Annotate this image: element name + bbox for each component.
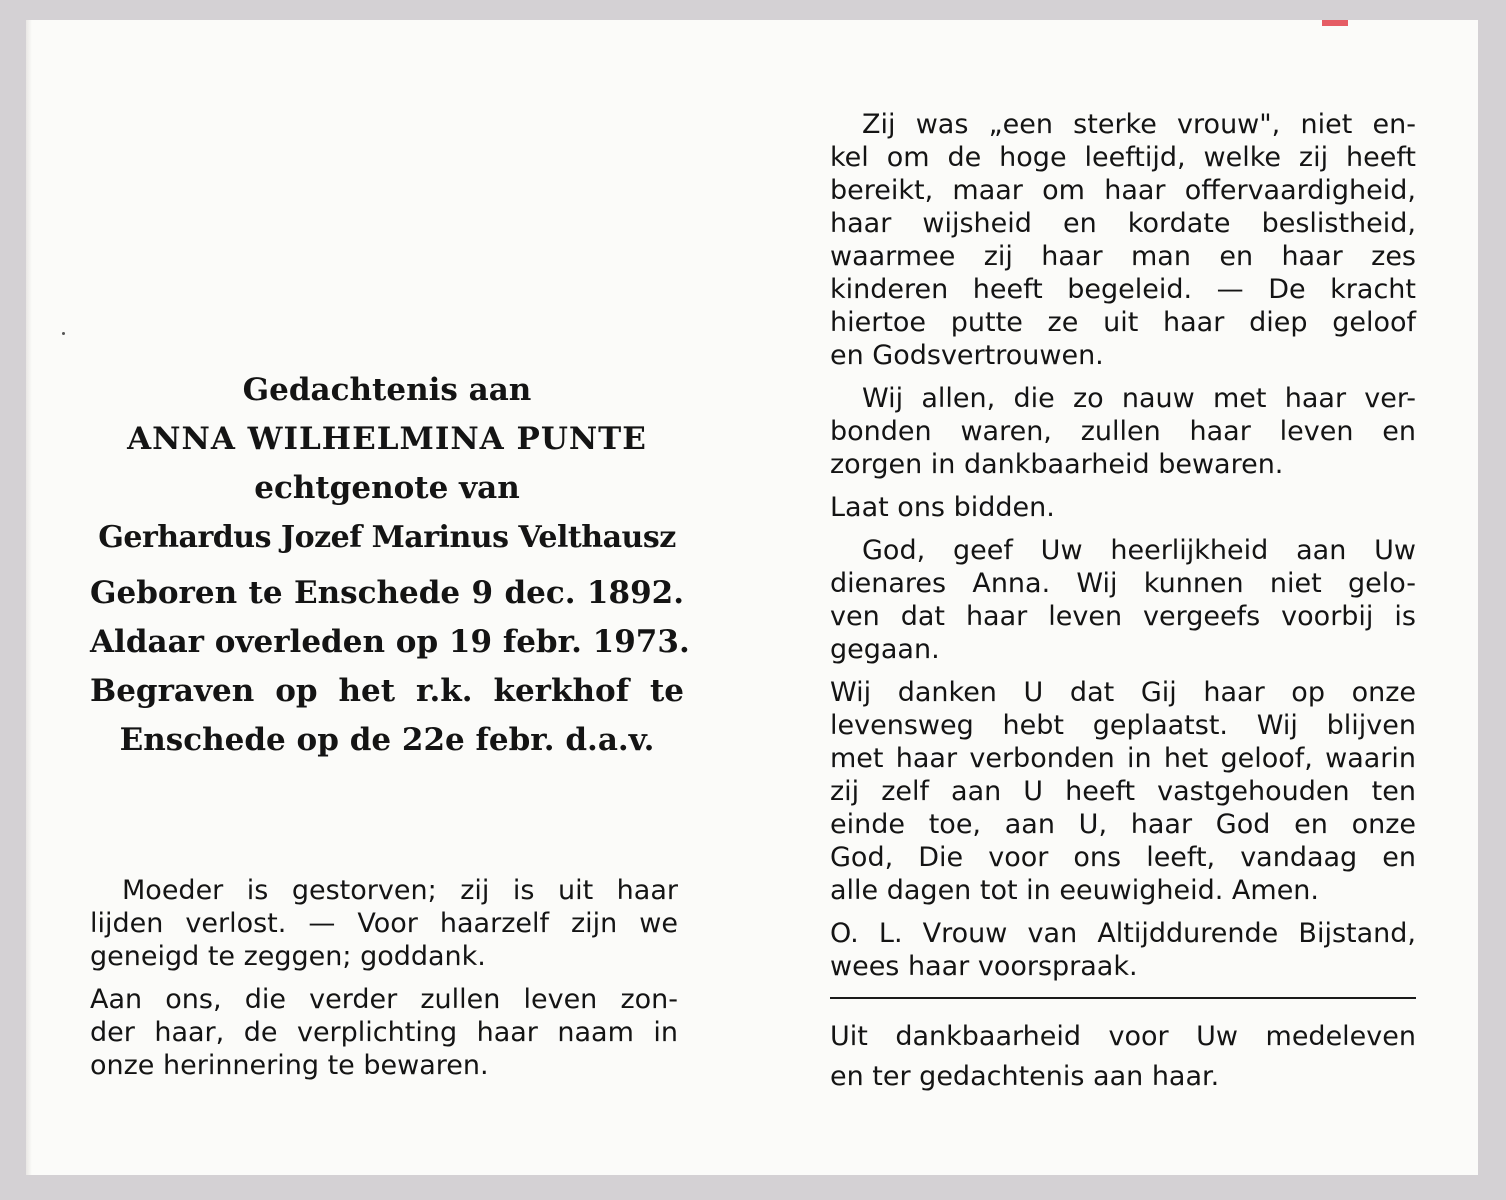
card-edge-shadow	[26, 20, 32, 1175]
text-line: Uit dankbaarheid voor Uw medeleven	[830, 1021, 1416, 1052]
text-line: zorgen in dankbaarheid bewaren.	[830, 449, 1284, 480]
memorial-heading	[90, 366, 690, 765]
text-line: God, Die voor ons leeft, vandaag en	[830, 842, 1416, 873]
text-line: Wij allen, die zo nauw met haar ver-	[862, 383, 1416, 414]
left-paragraph	[90, 983, 678, 1082]
birth-line: Geboren te Enschede 9 dec. 1892.	[90, 575, 684, 611]
text-line: bereikt, maar om haar offervaardigheid,	[830, 175, 1416, 206]
text-line: Moeder is gestorven; zij is uit haar	[122, 875, 678, 906]
closing-paragraph	[830, 1017, 1416, 1097]
death-line: Aldaar overleden op 19 febr. 1973.	[90, 624, 690, 660]
burial-line-2: Enschede op de 22e febr. d.a.v.	[119, 722, 655, 758]
right-paragraph	[830, 917, 1416, 983]
text-line: kinderen heeft begeleid. — De kracht	[830, 274, 1416, 305]
text-line: gegaan.	[830, 634, 940, 665]
text-line: God, geef Uw heerlijkheid aan Uw	[862, 535, 1416, 566]
deceased-name: ANNA WILHELMINA PUNTE	[127, 421, 647, 457]
text-line: Aan ons, die verder zullen leven zon-	[90, 984, 678, 1015]
text-line: wees haar voorspraak.	[830, 951, 1138, 982]
right-text-block	[830, 108, 1416, 1107]
text-line: dienares Anna. Wij kunnen niet gelo-	[830, 568, 1416, 599]
text-line: lijden verlost. — Voor haarzelf zijn we	[90, 908, 678, 939]
right-paragraph	[830, 676, 1416, 907]
right-paragraph	[830, 108, 1416, 372]
text-line: geneigd te zeggen; goddank.	[90, 941, 486, 972]
text-line: Wij danken U dat Gij haar op onze	[830, 677, 1416, 708]
burial-line-1: Begraven op het r.k. kerkhof te	[90, 673, 684, 709]
text-line: der haar, de verplichting haar naam in	[90, 1017, 678, 1048]
right-paragraph	[830, 491, 1416, 524]
text-line: Zij was „een sterke vrouw", niet en-	[862, 109, 1416, 140]
text-line: waarmee zij haar man en haar zes	[830, 241, 1416, 272]
right-paragraph	[830, 382, 1416, 481]
text-line: hiertoe putte ze uit haar diep geloof	[830, 307, 1416, 338]
text-line: ven dat haar leven vergeefs voorbij is	[830, 601, 1416, 632]
text-line: alle dagen tot in eeuwigheid. Amen.	[830, 875, 1320, 906]
text-line: en Godsvertrouwen.	[830, 340, 1104, 371]
text-line: zij zelf aan U heeft vastgehouden ten	[830, 776, 1416, 807]
red-ink-mark	[1322, 20, 1348, 26]
text-line: en ter gedachtenis aan haar.	[830, 1061, 1220, 1092]
text-line: levensweg hebt geplaatst. Wij blijven	[830, 710, 1416, 741]
relation-line: echtgenote van	[254, 470, 520, 506]
left-paragraph	[90, 874, 678, 973]
text-line: onze herinnering te bewaren.	[90, 1050, 489, 1081]
text-line: Laat ons bidden.	[830, 492, 1055, 523]
text-line: O. L. Vrouw van Altijddurende Bijstand,	[830, 918, 1416, 949]
text-line: met haar verbonden in het geloof, waarin	[830, 743, 1416, 774]
divider-rule	[830, 997, 1416, 999]
text-line: bonden waren, zullen haar leven en	[830, 416, 1416, 447]
text-line: einde toe, aan U, haar God en onze	[830, 809, 1416, 840]
right-paragraph	[830, 534, 1416, 666]
text-line: kel om de hoge leeftijd, welke zij heeft	[830, 142, 1416, 173]
paper-speck	[62, 332, 65, 335]
heading-title: Gedachtenis aan	[242, 372, 532, 408]
memorial-card	[26, 20, 1478, 1175]
spouse-name: Gerhardus Jozef Marinus Velthausz	[98, 520, 676, 555]
text-line: haar wijsheid en kordate beslistheid,	[830, 208, 1416, 239]
left-text-block	[90, 874, 678, 1092]
